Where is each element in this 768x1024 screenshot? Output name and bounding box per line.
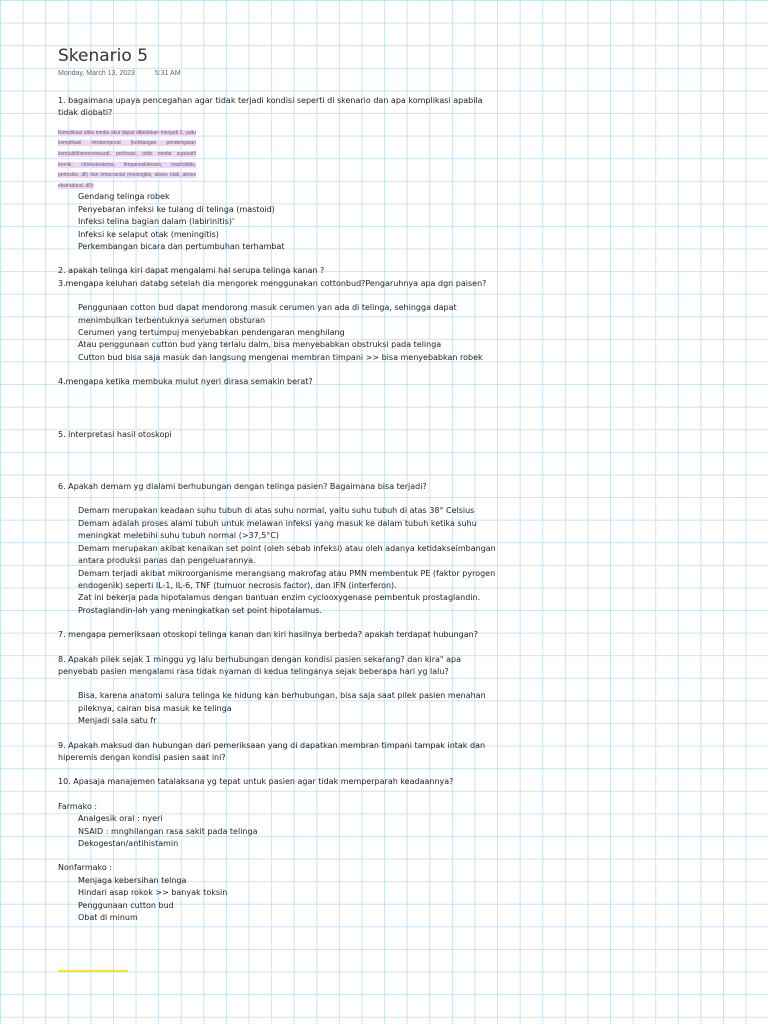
- list-item: Atau penggunaan cutton bud yang terlalu dalm, bisa menyebabkan obstruksi pada telinga: [78, 340, 442, 350]
- list-item: Gendang telinga robek: [78, 192, 170, 202]
- question-3: 3.mengapa keluhan databg setelah dia mengorek menggunakan cottonbud?Pengaruhnya apa dgn paisen?: [58, 278, 487, 288]
- list-item: Demam merupakan keadaan suhu tubuh di atas suhu normal, yaitu suhu tubuh di atas 38° Celsius: [78, 506, 475, 516]
- highlighted-excerpt: Komplikasi otitis media akut dapat dibedakan menjadi 2, yaitu komplikasi intratemporal (kehilangan pendengaran konduktif/sensorineural, perforasi, otitis media supuratif kronik, cholesteatoma, timpanosklerosis, mastoiditis, petrositis, dll) dan intracranial (meningitis, abses otak, abses ekstradural, dll)¹: [58, 129, 196, 189]
- nonfarmako-list: [58, 875, 498, 925]
- question-7: 7. mengapa pemeriksaan otoskopi telinga kanan dan kiri hasilnya berbeda? apakah terdapat hubungan?: [58, 630, 478, 640]
- answer-3-list: [58, 302, 498, 364]
- answer-8-list: [58, 690, 498, 727]
- question-4: 4.mengapa ketika membuka mulut nyeri dirasa semakin berat?: [58, 377, 313, 387]
- question-2: 2. apakah telinga kiri dapat mengalami hal serupa telinga kanan ?: [58, 266, 325, 276]
- note-timestamp: [58, 70, 181, 77]
- list-item: NSAID : mnghilangan rasa sakit pada telinga: [78, 826, 258, 836]
- list-item: Cerumen yang tertumpuj menyebabkan pendengaran menghilang: [78, 328, 345, 338]
- question-10: 10. Apasaja manajemen tatalaksana yg tepat untuk pasien agar tidak memperparah keadaannya?: [58, 777, 454, 787]
- note-time: 5:31 AM: [154, 70, 181, 77]
- farmako-label: Farmako :: [58, 801, 98, 811]
- list-item: Hindari asap rokok >> banyak toksin: [78, 888, 228, 898]
- list-item: Demam adalah proses alami tubuh untuk melawan infeksi yang masuk ke dalam tubuh ketika suhu meningkat melebihi suhu tubuh normal (>37,5°C): [78, 518, 477, 541]
- question-5: 5. interpretasi hasil otoskopi: [58, 429, 172, 439]
- list-item: Demam terjadi akibat mikroorganisme merangsang makrofag atau PMN membentuk PE (faktor pyrogen endogenik) seperti IL-1, IL-6, TNF (tumuor necrosis factor), dan IFN (interferon).: [78, 568, 496, 590]
- question-1: 1. bagaimana upaya pencegahan agar tidak terjadi kondisi seperti di skenario dan apa komplikasi apabila tidak diobati?: [58, 96, 483, 118]
- answer-6-list: [58, 505, 498, 617]
- question-9: 9. Apakah maksud dan hubungan dari pemeriksaan yang di dapatkan membran timpani tampak intak dan hiperemis dengan kondisi pasien saat ini?: [58, 740, 486, 762]
- question-6: 6. Apakah demam yg dialami berhubungan dengan telinga pasien? Bagaimana bisa terjadi?: [58, 482, 427, 492]
- list-item: Cutton bud bisa saja masuk dan langsung mengenai membran timpani >> bisa menyebabkan robek: [78, 352, 483, 362]
- farmako-list: [58, 813, 498, 850]
- note-date: Monday, March 13, 2023: [58, 70, 135, 77]
- answer-1-list: [58, 191, 498, 253]
- list-item: Infeksi telina bagian dalam (labirinitis)': [78, 217, 235, 227]
- nonfarmako-label: Nonfarmako :: [58, 863, 112, 873]
- list-item: Penyebaran infeksi ke tulang di telinga (mastoid): [78, 204, 275, 214]
- list-item: Demam merupakan akibat kenaikan set point (oleh sebab infeksi) atau oleh adanya ketidakseimbangan antara produksi panas dan pengeluarannya.: [78, 543, 496, 566]
- list-item: Dekogestan/antihistamin: [78, 839, 179, 848]
- question-8: 8. Apakah pilek sejak 1 minggu yg lalu berhubungan dengan kondisi pasien sekarang? dan kira" apa penyebab pasien mengalami rasa tidak nyaman di kedua telinganya sejak beberapa hari yg lalu?: [58, 654, 462, 676]
- list-item: Menjadi sala satu fr: [78, 716, 157, 726]
- list-item: Infeksi ke selaput otak (meningitis): [78, 229, 219, 239]
- list-item: Obat di minum: [78, 913, 138, 923]
- yellow-highlight-mark: [58, 970, 128, 972]
- list-item: Penggunaan cutton bud: [78, 900, 174, 910]
- list-item: Menjaga kebersihan telnga: [78, 875, 187, 885]
- list-item: Penggunaan cotton bud dapat mendorong masuk cerumen yan ada di telinga, sehingga dapat menimbulkan terbentuknya serumen obsturan: [78, 303, 457, 325]
- list-item: Perkembangan bicara dan pertumbuhan terhambat: [78, 242, 285, 251]
- list-item: Zat ini bekerja pada hipotalamus dengan bantuan enzim cyclooxygenase pembentuk prostaglandin.: [78, 593, 481, 603]
- list-item: Bisa, karena anatomi salura telinga ke hidung kan berhubungan, bisa saja saat pilek pasien menahan pileknya, cairan bisa masuk ke telinga: [78, 691, 486, 713]
- note-body: [58, 95, 498, 924]
- list-item: Analgesik oral : nyeri: [78, 814, 163, 824]
- list-item: Prostaglandin-lah yang meningkatkan set point hipotalamus.: [78, 605, 322, 615]
- page-title: Skenario 5: [58, 46, 149, 66]
